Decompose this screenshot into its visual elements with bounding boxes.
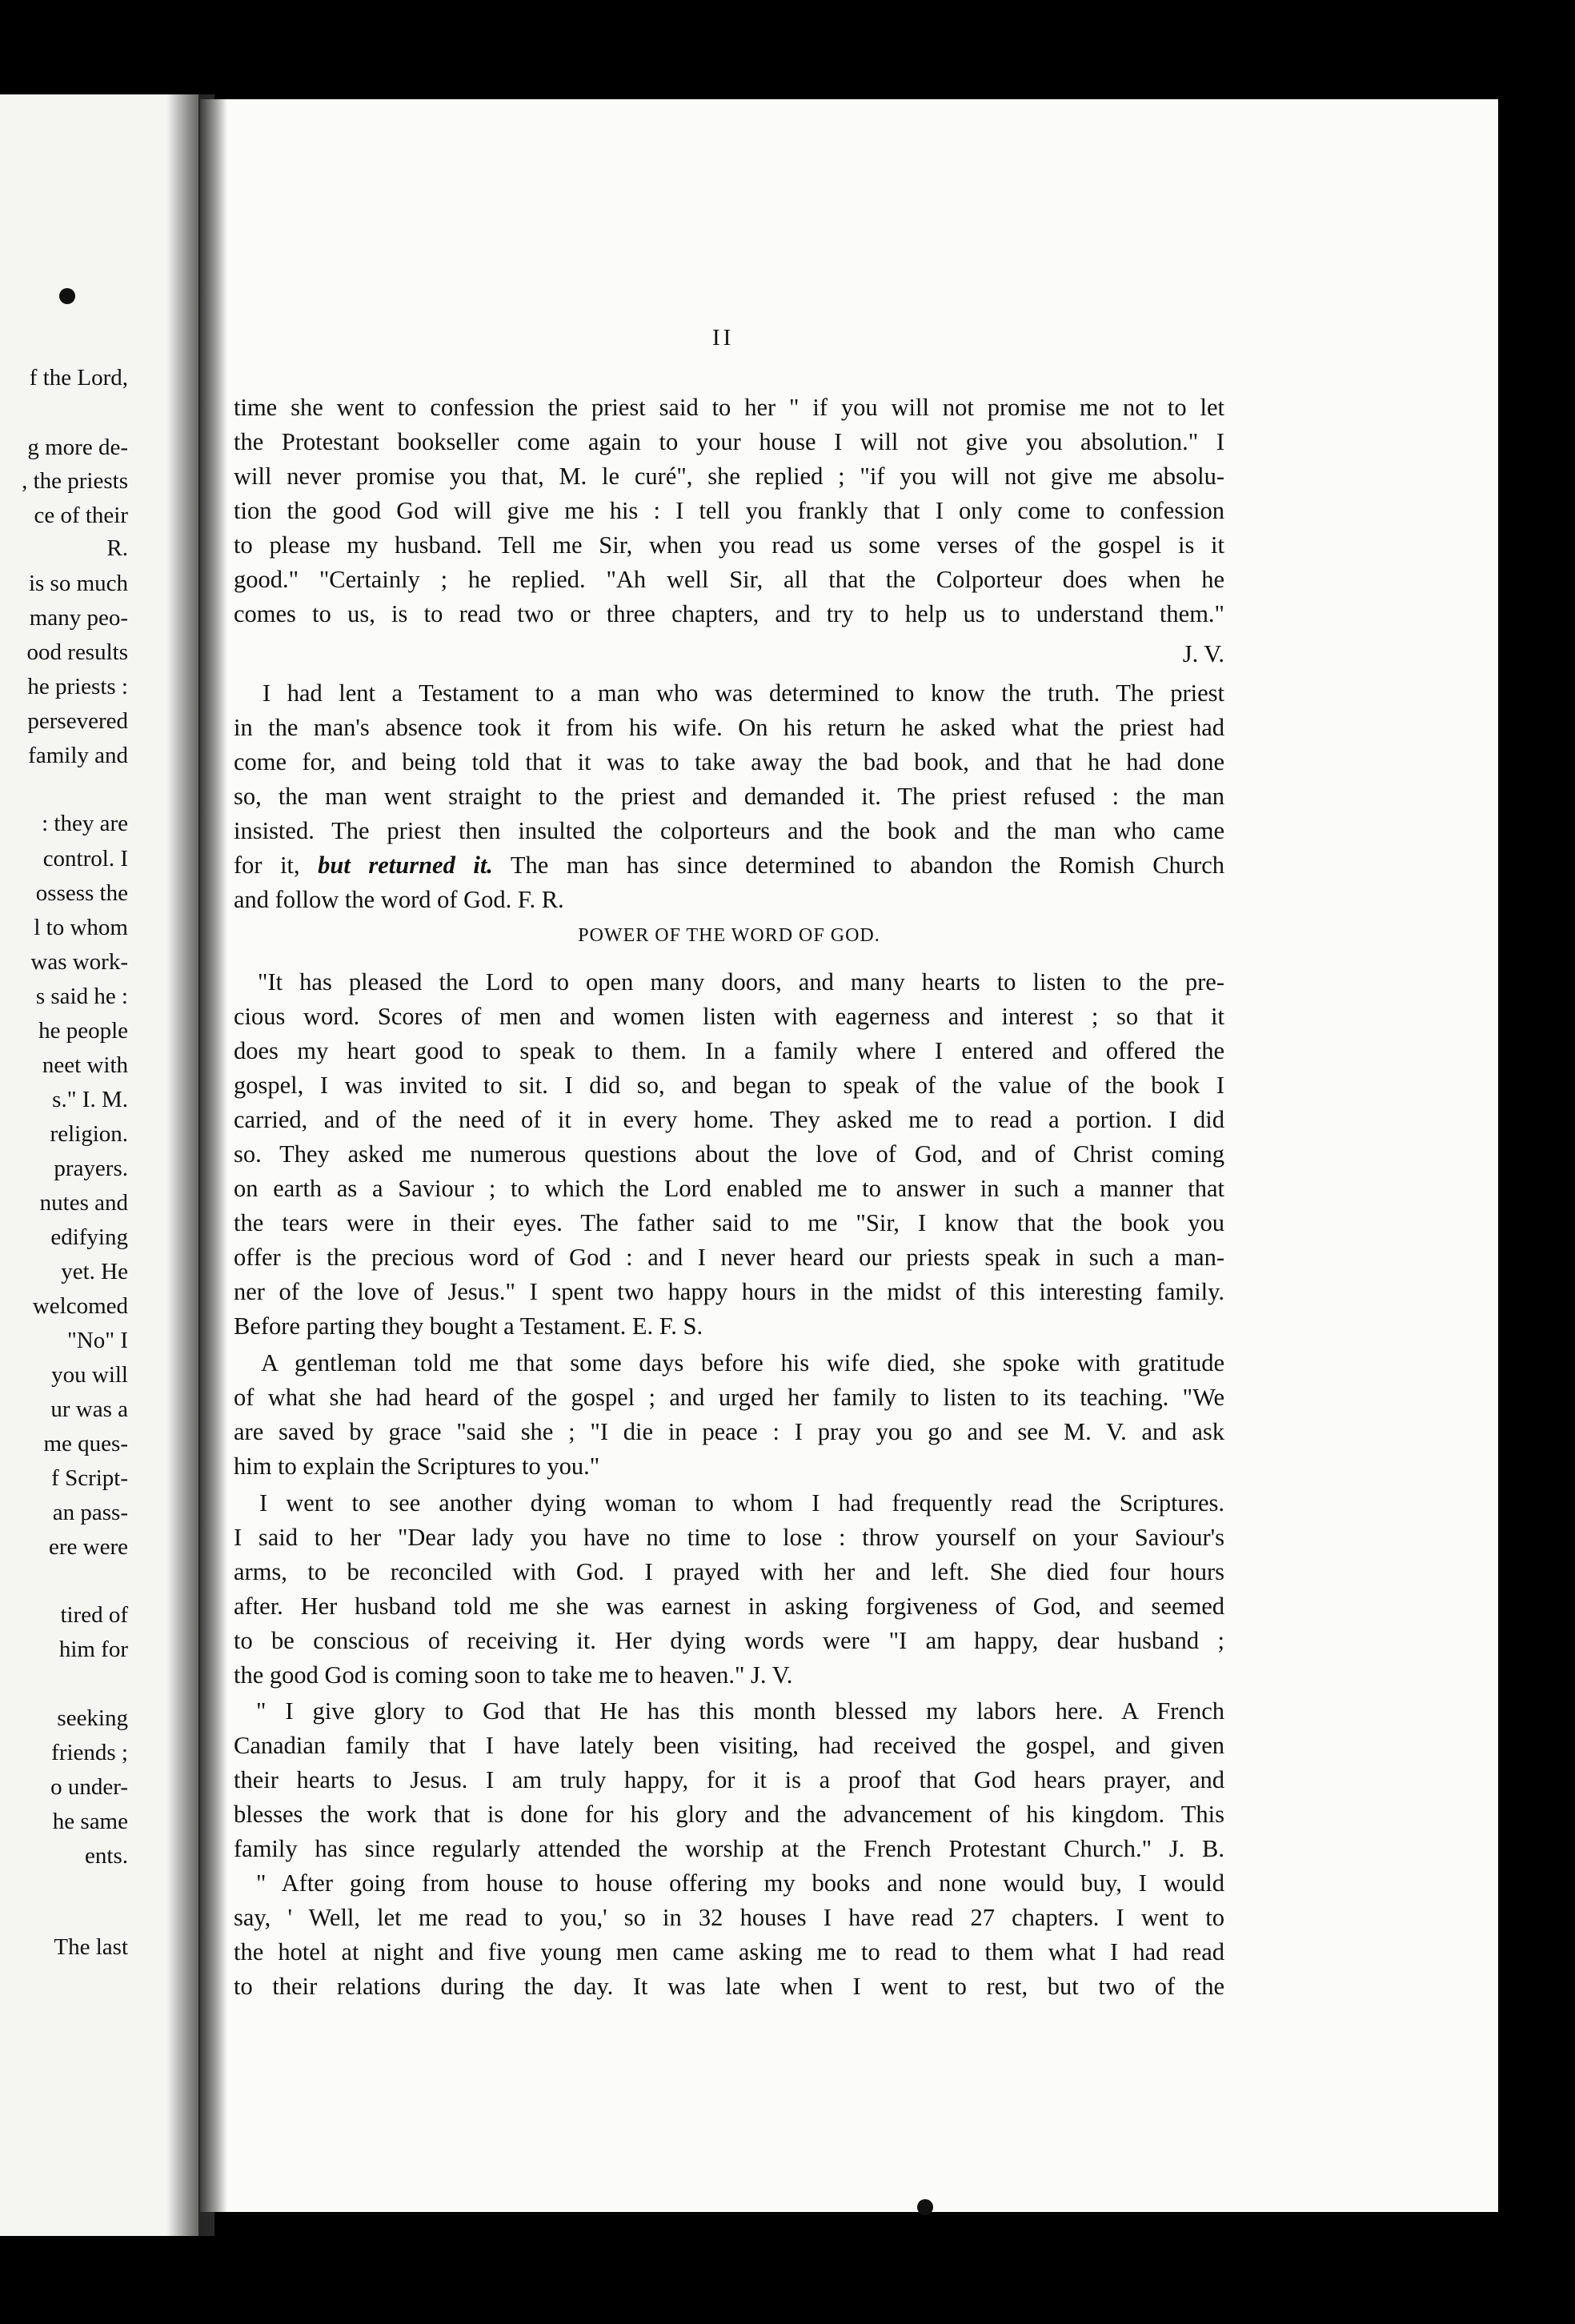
text-line: after. Her husband told me she was earnest in asking forgiveness of God, and seemed bbox=[234, 1593, 1224, 1620]
page-number: II bbox=[712, 325, 735, 351]
left-fragment: persevered bbox=[27, 708, 128, 734]
left-fragment: you will bbox=[51, 1362, 128, 1388]
left-fragment: religion. bbox=[50, 1121, 128, 1147]
text-line: good." "Certainly ; he replied. "Ah well Sir, all that the Colporteur does when he bbox=[234, 566, 1224, 593]
text-line: and follow the word of God. F. R. bbox=[234, 886, 564, 913]
text-line: I went to see another dying woman to whom I had frequently read the Scriptures. bbox=[259, 1489, 1224, 1517]
left-fragment: , the priests bbox=[22, 468, 128, 494]
text-line: will never promise you that, M. le curé", she replied ; "if you will not give me absolu- bbox=[234, 463, 1224, 490]
left-fragment: him for bbox=[58, 1637, 128, 1662]
text-line: offer is the precious word of God : and I never heard our priests speak in such a man- bbox=[234, 1244, 1224, 1271]
text-line: on earth as a Saviour ; to which the Lord enabled me to answer in such a manner that bbox=[234, 1175, 1224, 1202]
text-line: to their relations during the day. It was late when I went to rest, but two of the bbox=[234, 1973, 1224, 2000]
text-line: him to explain the Scriptures to you." bbox=[234, 1452, 600, 1480]
left-fragment: : they are bbox=[42, 811, 128, 836]
left-fragment: is so much bbox=[28, 571, 128, 596]
left-fragment: f the Lord, bbox=[29, 365, 128, 391]
left-fragment: friends ; bbox=[51, 1740, 128, 1765]
text-line: the hotel at night and five young men came asking me to read to them what I had read bbox=[234, 1938, 1224, 1965]
left-fragment: s." I. M. bbox=[52, 1087, 128, 1112]
left-fragment: f Script- bbox=[51, 1465, 128, 1491]
left-fragment: welcomed bbox=[32, 1293, 128, 1319]
left-fragment: ce of their bbox=[34, 503, 128, 528]
left-fragment: l to whom bbox=[34, 915, 128, 940]
text-line: comes to us, is to read two or three chapters, and try to help us to understand them." bbox=[234, 600, 1224, 627]
left-fragment: ood results bbox=[26, 639, 128, 665]
text-line: A gentleman told me that some days before his wife died, she spoke with gratitude bbox=[261, 1349, 1224, 1376]
emphasis-text: but returned it. bbox=[318, 851, 493, 879]
text-line: are saved by grace "said she ; "I die in peace : I pray you go and see M. V. and ask bbox=[234, 1418, 1224, 1445]
text-line bbox=[234, 848, 1224, 882]
left-fragment: was work- bbox=[30, 949, 128, 975]
text-run: for it, bbox=[234, 851, 319, 879]
left-fragment: he people bbox=[38, 1018, 128, 1044]
text-line: come for, and being told that it was to take away the bad book, and that he had done bbox=[234, 748, 1224, 775]
text-line: ner of the love of Jesus." I spent two happy hours in the midst of this interesting family. bbox=[234, 1278, 1224, 1305]
text-line: carried, and of the need of it in every home. They asked me to read a portion. I did bbox=[234, 1106, 1224, 1133]
left-fragment: he same bbox=[52, 1809, 128, 1834]
left-fragment: edifying bbox=[50, 1224, 128, 1250]
text-line: the Protestant bookseller come again to your house I will not give you absolution." I bbox=[234, 428, 1224, 455]
left-fragment: g more de- bbox=[27, 435, 128, 460]
text-line: so, the man went straight to the priest and demanded it. The priest refused : the man bbox=[234, 783, 1224, 810]
binding-hole-bottom bbox=[917, 2199, 933, 2215]
text-line: the tears were in their eyes. The father said to me "Sir, I know that the book you bbox=[234, 1209, 1224, 1236]
text-line: gospel, I was invited to sit. I did so, and began to speak of the value of the book I bbox=[234, 1072, 1224, 1099]
text-line: Canadian family that I have lately been visiting, had received the gospel, and given bbox=[234, 1732, 1224, 1759]
left-fragment: o under- bbox=[50, 1774, 128, 1800]
left-fragment: ossess the bbox=[35, 880, 128, 906]
text-line: to please my husband. Tell me Sir, when you read us some verses of the gospel is it bbox=[234, 531, 1224, 559]
left-fragment: nutes and bbox=[39, 1190, 128, 1216]
text-line: " After going from house to house offering my books and none would buy, I would bbox=[256, 1869, 1224, 1897]
left-fragment: ents. bbox=[85, 1843, 128, 1869]
left-fragment: The last bbox=[54, 1934, 128, 1960]
text-line: so. They asked me numerous questions about the love of God, and of Christ coming bbox=[234, 1140, 1224, 1168]
section-heading: POWER OF THE WORD OF GOD. bbox=[578, 925, 880, 946]
left-fragment: R. bbox=[106, 535, 128, 561]
text-line: I said to her "Dear lady you have no time to lose : throw yourself on your Saviour's bbox=[234, 1524, 1224, 1551]
gutter-shadow bbox=[200, 99, 227, 2212]
text-run: The man has since determined to abandon the Romish Church bbox=[492, 851, 1224, 879]
text-line: does my heart good to speak to them. In a family where I entered and offered the bbox=[234, 1037, 1224, 1064]
signature: J. V. bbox=[1182, 640, 1224, 667]
left-fragment: control. I bbox=[42, 846, 128, 872]
text-line: cious word. Scores of men and women listen with eagerness and interest ; so that it bbox=[234, 1003, 1224, 1030]
text-line: to be conscious of receiving it. Her dying words were "I am happy, dear husband ; bbox=[234, 1627, 1224, 1654]
left-fragment: neet with bbox=[42, 1052, 128, 1078]
text-line: family has since regularly attended the worship at the French Protestant Church." J. B. bbox=[234, 1835, 1224, 1862]
left-fragment: he priests : bbox=[27, 674, 128, 699]
text-line: say, ' Well, let me read to you,' so in 32 houses I have read 27 chapters. I went to bbox=[234, 1904, 1224, 1931]
left-fragment: seeking bbox=[57, 1705, 128, 1731]
left-fragment: many peo- bbox=[29, 605, 128, 631]
text-line: in the man's absence took it from his wife. On his return he asked what the priest had bbox=[234, 714, 1224, 741]
text-line: Before parting they bought a Testament. E. F. S. bbox=[234, 1312, 703, 1340]
binding-hole-left bbox=[59, 288, 75, 304]
text-line: "It has pleased the Lord to open many doors, and many hearts to listen to the pre- bbox=[258, 968, 1224, 996]
left-fragment: me ques- bbox=[43, 1431, 128, 1457]
text-line: I had lent a Testament to a man who was determined to know the truth. The priest bbox=[262, 679, 1224, 707]
left-fragment: prayers. bbox=[54, 1156, 128, 1181]
text-line: time she went to confession the priest said to her " if you will not promise me not to let bbox=[234, 394, 1224, 421]
text-line: their hearts to Jesus. I am truly happy, for it is a proof that God hears prayer, and bbox=[234, 1766, 1224, 1793]
left-fragment: family and bbox=[28, 743, 128, 768]
left-fragment: s said he : bbox=[35, 984, 128, 1009]
left-fragment: an pass- bbox=[52, 1500, 128, 1525]
text-line: the good God is coming soon to take me to heaven." J. V. bbox=[234, 1661, 793, 1689]
text-line: blesses the work that is done for his glory and the advancement of his kingdom. This bbox=[234, 1801, 1224, 1828]
left-fragment: ur was a bbox=[50, 1396, 128, 1422]
left-fragment: tired of bbox=[60, 1602, 128, 1628]
left-fragment: yet. He bbox=[61, 1259, 128, 1284]
text-line: " I give glory to God that He has this month blessed my labors here. A French bbox=[256, 1697, 1224, 1725]
left-fragment: "No" I bbox=[66, 1328, 128, 1353]
text-line: of what she had heard of the gospel ; and urged her family to listen to its teaching. "We bbox=[234, 1384, 1224, 1411]
left-fragment: ere were bbox=[49, 1534, 128, 1560]
text-line: arms, to be reconciled with God. I prayed with her and left. She died four hours bbox=[234, 1558, 1224, 1585]
text-line: insisted. The priest then insulted the colporteurs and the book and the man who came bbox=[234, 817, 1224, 844]
text-line: tion the good God will give me his : I tell you frankly that I only come to confession bbox=[234, 497, 1224, 524]
